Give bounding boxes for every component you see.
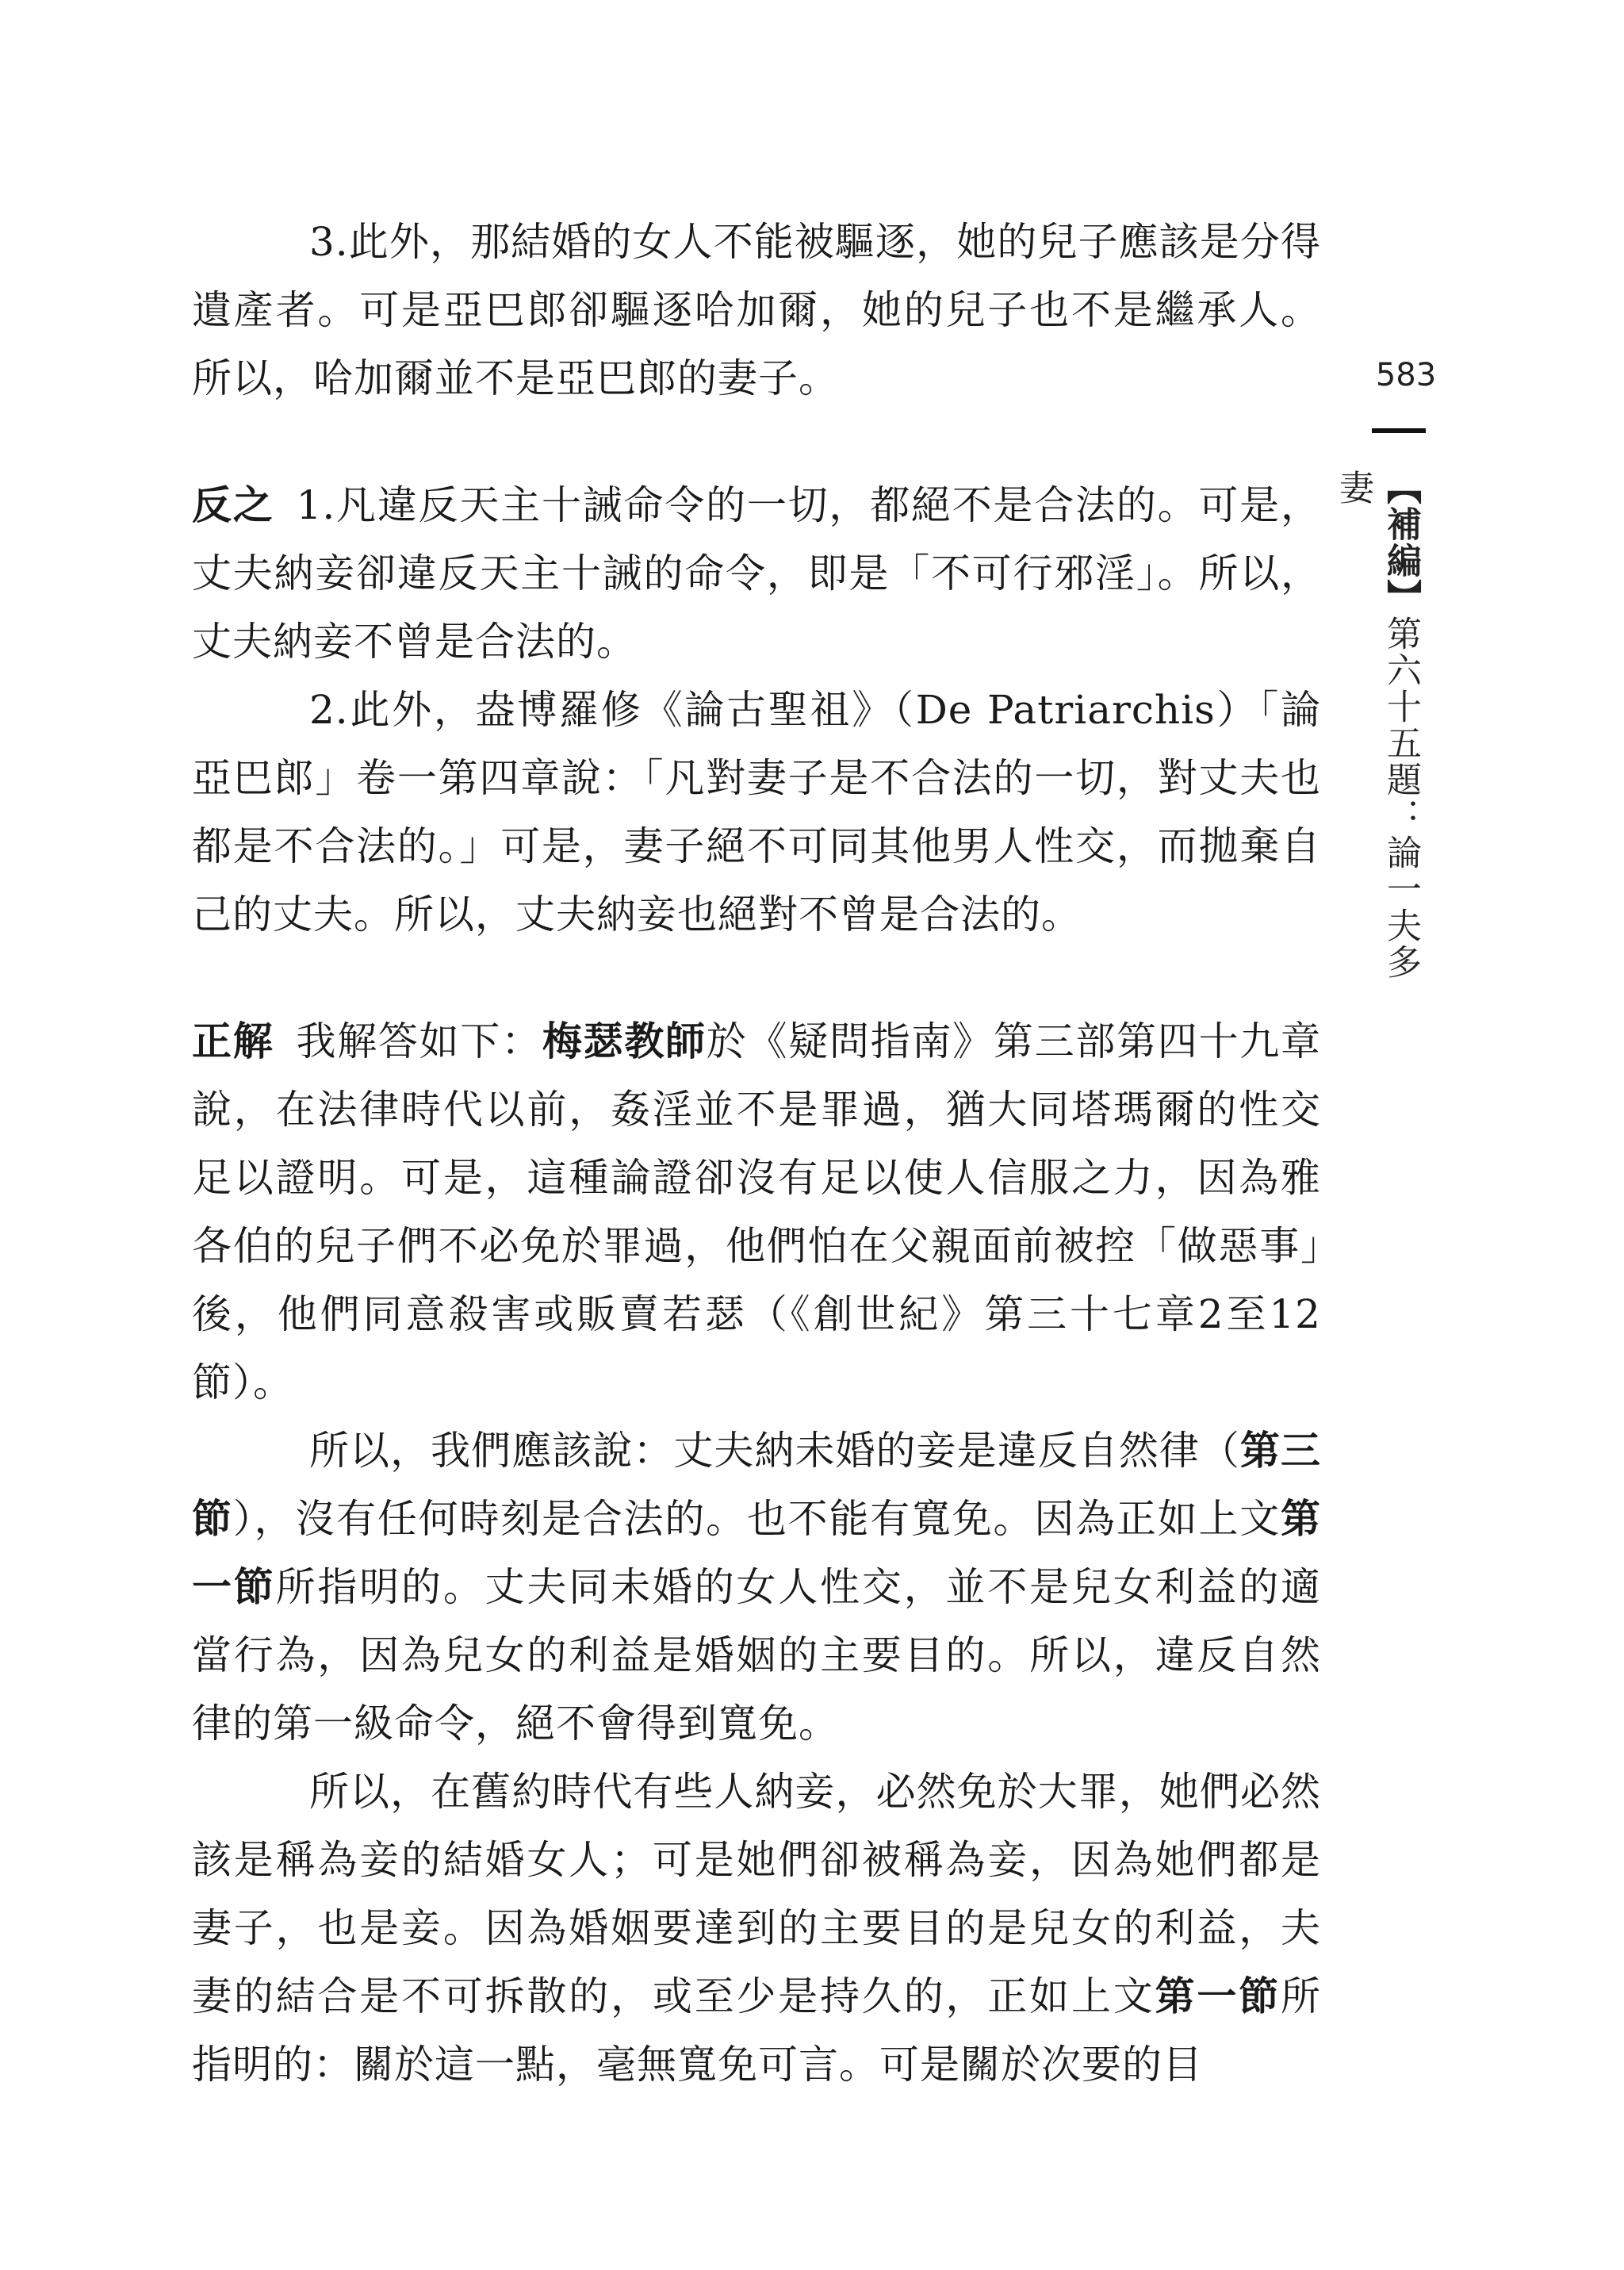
section-ref: 第三節 bbox=[192, 1428, 1322, 1542]
paragraph-text: 於《疑問指南》第三部第四十九章說，在法律時代以前，姦淫並不是罪過，猶大同塔瑪爾的性交足以證明。可是，這種論證卻沒有足以使人信服之力，因為雅各伯的兒子們不必免於罪過，他們怕在父親面前被控「做惡事」後，他們同意殺害或販賣若瑟（《創世紀》第三十七章2至12節）。 bbox=[192, 1018, 1322, 1405]
respondeo-label: 正解 bbox=[192, 1018, 274, 1064]
page-number: 583 bbox=[1375, 357, 1437, 393]
paragraph-sed-contra-2 bbox=[192, 676, 1321, 949]
paragraph-text: 所指明的。丈夫同未婚的女人性交，並不是兒女利益的適當行為，因為兒女的利益是婚姻的主要目的。所以，違反自然律的第一級命令，絕不會得到寬免。 bbox=[192, 1564, 1322, 1747]
running-head-section: 補編 bbox=[1381, 506, 1421, 579]
paragraph-text: 1.凡違反天主十誡命令的一切，都絕不是合法的。可是，丈夫納妾卻違反天主十誡的命令，即是「不可行邪淫」。所以，丈夫納妾不曾是合法的。 bbox=[192, 482, 1321, 665]
paragraph-objection-3 bbox=[192, 208, 1321, 412]
paragraph-text: 3.此外，那結婚的女人不能被驅逐，她的兒子應該是分得遺產者。可是亞巴郎卻驅逐哈加爾，她的兒子也不是繼承人。所以，哈加爾並不是亞巴郎的妻子。 bbox=[192, 219, 1321, 401]
paragraph-text: 2.此外，盎博羅修《論古聖祖》（De Patriarchis）「論亞巴郎」卷一第四章說：「凡對妻子是不合法的一切，對丈夫也都是不合法的。」可是，妻子絕不可同其他男人性交，而拋棄自己的丈夫。所以，丈夫納妾也絕對不曾是合法的。 bbox=[192, 687, 1321, 938]
paragraph-conclusion-2 bbox=[192, 1758, 1321, 2099]
bracket-close: 】 bbox=[1381, 579, 1421, 615]
paragraph-text: ），沒有任何時刻是合法的。也不能有寬免。因為正如上文 bbox=[232, 1496, 1281, 1542]
section-ref: 第一節 bbox=[192, 1496, 1322, 1610]
header-rule bbox=[1372, 428, 1426, 433]
paragraph-sed-contra-1 bbox=[192, 471, 1321, 676]
section-ref: 第一節 bbox=[1155, 1973, 1281, 2019]
body-text bbox=[192, 208, 1321, 2099]
paragraph-text: 所以，在舊約時代有些人納妾，必然免於大罪，她們必然該是稱為妾的結婚女人；可是她們卻被稱為妾，因為她們都是妻子，也是妾。因為婚姻要達到的主要目的是兒女的利益，夫妻的結合是不可拆散的，或至少是持久的，正如上文 bbox=[192, 1769, 1321, 2019]
paragraph-conclusion-1 bbox=[192, 1417, 1321, 1758]
running-head-title: 第六十五題：論一夫多妻 bbox=[1333, 470, 1421, 980]
paragraph-respondeo bbox=[192, 1007, 1321, 1417]
bold-name: 梅瑟教師 bbox=[542, 1018, 707, 1064]
paragraph-text: 所指明的：關於這一點，毫無寬免可言。可是關於次要的目 bbox=[192, 1973, 1322, 2088]
paragraph-text: 所以，我們應該說：丈夫納未婚的妾是違反自然律（ bbox=[309, 1428, 1240, 1474]
bracket-open: 【 bbox=[1381, 470, 1421, 506]
sed-contra-label: 反之 bbox=[192, 482, 274, 528]
paragraph-text: 我解答如下： bbox=[296, 1018, 542, 1064]
running-head bbox=[1333, 470, 1424, 1009]
